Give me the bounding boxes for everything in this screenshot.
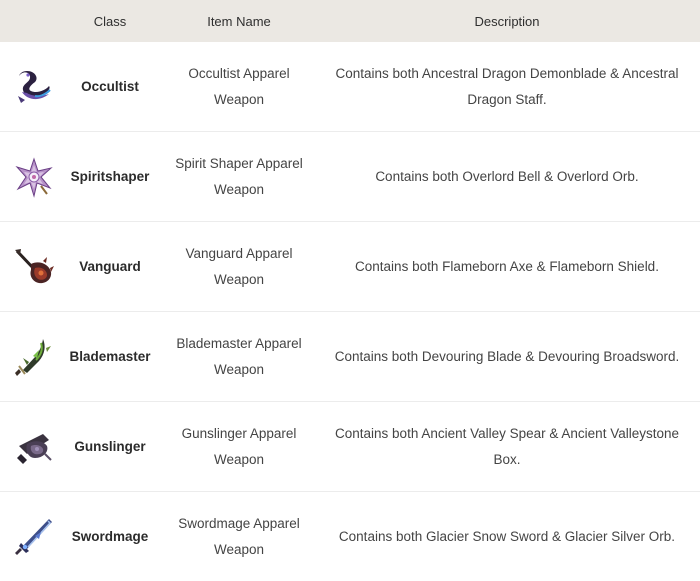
class-name: Spiritshaper: [71, 169, 150, 184]
class-name: Gunslinger: [74, 439, 145, 454]
description-cell: Contains both Devouring Blade & Devouring Broadsword.: [314, 312, 700, 402]
class-name: Swordmage: [72, 529, 149, 544]
item-name-cell: [164, 42, 314, 132]
item-name-line2: Weapon: [164, 177, 314, 203]
class-cell: [56, 222, 164, 312]
header-icon-spacer: [0, 0, 56, 42]
item-name-cell: [164, 222, 314, 312]
spiritshaper-weapon-icon: [13, 156, 55, 198]
blademaster-weapon-icon: [13, 336, 55, 378]
table-row: [0, 42, 700, 132]
item-name-cell: [164, 402, 314, 492]
header-class: Class: [56, 0, 164, 42]
description-cell: Contains both Flameborn Axe & Flameborn Shield.: [314, 222, 700, 312]
item-name-line1: Gunslinger Apparel: [164, 421, 314, 447]
header-description: Description: [314, 0, 700, 42]
item-name-line2: Weapon: [164, 267, 314, 293]
icon-cell: [0, 132, 56, 222]
table-header: [0, 0, 700, 42]
item-name-line2: Weapon: [164, 357, 314, 383]
icon-cell: [0, 222, 56, 312]
class-name: Blademaster: [69, 349, 150, 364]
description-cell: Contains both Glacier Snow Sword & Glacier Silver Orb.: [314, 492, 700, 581]
icon-cell: [0, 42, 56, 132]
class-cell: [56, 42, 164, 132]
header-item-name: Item Name: [164, 0, 314, 42]
item-name-line2: Weapon: [164, 447, 314, 473]
swordmage-weapon-icon: [13, 516, 55, 558]
item-name-line1: Vanguard Apparel: [164, 241, 314, 267]
icon-cell: [0, 312, 56, 402]
item-name-line1: Occultist Apparel: [164, 61, 314, 87]
item-name-cell: [164, 492, 314, 581]
table-row: [0, 492, 700, 581]
item-name-line1: Blademaster Apparel: [164, 331, 314, 357]
class-cell: [56, 402, 164, 492]
table-row: [0, 132, 700, 222]
class-cell: [56, 312, 164, 402]
item-name-line1: Swordmage Apparel: [164, 511, 314, 537]
class-name: Occultist: [81, 79, 139, 94]
table-row: [0, 222, 700, 312]
class-name: Vanguard: [79, 259, 141, 274]
class-cell: [56, 132, 164, 222]
class-cell: [56, 492, 164, 581]
icon-cell: [0, 402, 56, 492]
table-body: [0, 42, 700, 581]
item-name-line2: Weapon: [164, 87, 314, 113]
table-row: [0, 312, 700, 402]
description-cell: Contains both Ancestral Dragon Demonblade & Ancestral Dragon Staff.: [314, 42, 700, 132]
occultist-weapon-icon: [13, 66, 55, 108]
icon-cell: [0, 492, 56, 581]
item-name-line1: Spirit Shaper Apparel: [164, 151, 314, 177]
description-cell: Contains both Ancient Valley Spear & Ancient Valleystone Box.: [314, 402, 700, 492]
description-cell: Contains both Overlord Bell & Overlord Orb.: [314, 132, 700, 222]
item-name-line2: Weapon: [164, 537, 314, 563]
item-name-cell: [164, 132, 314, 222]
table-row: [0, 402, 700, 492]
header-row: [0, 0, 700, 42]
gunslinger-weapon-icon: [13, 426, 55, 468]
vanguard-weapon-icon: [13, 246, 55, 288]
item-name-cell: [164, 312, 314, 402]
